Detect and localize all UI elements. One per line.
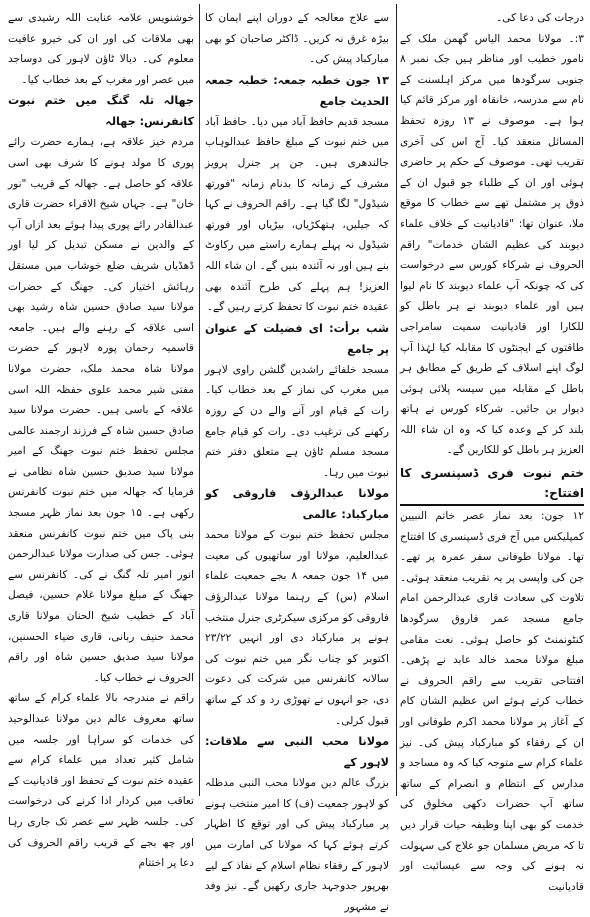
paragraph: ۳:۔ مولانا محمد الیاس گھمن ملک کے نامور خطیب اور مناظر ہیں جک نمبر ۸ جنوبی سرگودھا میں مرکز اہلسنت کے نام سے مدرسہ، خانقاہ اور مرکز قائم کیا ہوا ہے۔ موصوف نے ۱۳ روزہ تحفظ المسائل منعقد کیا۔ آج اس کی آخری تقریب تھی۔ موصوف کے حکم پر حاضری ہوئی اور ان کے طلباء جو قبول ان کے ذوق پر مشتمل تھے سے خطاب کا موقع ملا، عنوان تھا: "قادیانیت کے خلاف علماء دیوبند کی عظیم الشان خدمات" راقم الحروف نے شرکاء کورس سے درخواست کی کہ چونکہ آپ علماء دیوبند کا نام لیوا ہیں اور علماء دیوبند نے ہر باطل کو للکارا اور قادیانیت سمیت سامراجی طاقتوں کے ایجنٹوں کا مقابلہ کیا لہٰذا آپ لوگ اپنے اسلاف کے طریق کے مطابق ہر باطل کے مقابلہ میں سیسہ پلائی ہوئی دیوار بن جائیں۔ شرکاء کورس نے ہاتھ بلند کر کے وعدہ کیا کہ وہ ان شاء اللہ العزیز ہر باطل کو للکاریں گے۔ bbox=[400, 32, 584, 457]
right-column bbox=[400, 8, 584, 893]
paragraph: ۱۲ جون: بعد نماز عصر خاتم النبیین کمپلیکس میں آج فری ڈسپنسری کا افتتاح تھا۔ مولانا طوفانی سفر عمرہ پر تھے۔ جن کی واپسی پر یہ تقریب منعقد ہوئی۔ تلاوت کی سعادت قاری عبدالرحمن امام جامع مسجد عمر فاروق سرگودھا کنٹونمنٹ کو حاصل ہوئی۔ نعت مقامی مبلغ مولانا محمد خالد عابد نے پڑھی۔ افتتاحی تقریب سے راقم الحروف نے خطاب کرتے ہوئے اس عظیم الشان کام کے آغاز پر مولانا محمد اکرم طوفانی اور ان کے رفقاء کو مبارکباد پیش کی۔ نیز علماء کرام سے متوجہ کیا کہ وہ مساجد و مدارس کے انتظام و انصرام کے ساتھ ساتھ آپ حضرات دکھی مخلوق کی خدمت کو بھی اپنا وظیفہ حیات قرار دیں تا کہ مریض مسلمان جو علاج کی سہولت نہ ہونے کی وجہ سے عیسائیت اور قادیانیت bbox=[400, 510, 584, 893]
paragraph: مردم خیز علاقہ ہے، ہمارے حضرت رائے پوری کا مولد ہونے کا شرف بھی اسی علاقہ کو حاصل ہے۔ جھالہ کے قریب "نور خان" ہے۔ جہاں شیخ الاقراء حضرت قاری عبدالقادر رائے پوری پیدا ہوئے بعد ازاں آپ کے والدین نے مسکن تبدیل کر لیا اور ڈھڈیاں شریف ضلع خوشاب میں مستقل رہائش اختیار کی۔ جھنگ کے حضرات مولانا سید صادق حسین شاہ رشید بھی اسی علاقہ کے رہنے والے ہیں۔ جامعہ قاسمیہ رحمان پورہ لاہور کے حضرت مولانا شاہ محمد ملک، حضرت مولانا مفتی شیر محمد علوی حفظہ اللہ اسی علاقہ کے باسی ہیں۔ حضرت مولانا سید صادق حسین شاہ کے فرزند ارجمند عالمی مجلس تحفظ ختم نبوت جھنگ کے امیر مولانا سید صدیق حسین شاہ نظامی نے فرمایا کہ جھالہ میں ختم نبوت کانفرنس رکھی ہے۔ ۱۵ جون بعد نماز ظہر مسجد بنی پاک میں ختم نبوت کانفرنس منعقد ہوئی۔ جس کی صدارت مولانا عبدالرحمن انور امیر تلہ گنگ نے کی۔ کانفرنس سے جھنگ کے مبلغ مولانا غلام حسین، فیصل آباد کے خطیب شیخ الحنان مولانا قاری محمد حنیف ربانی، قاری ضیاء الحسنین، مولانا سید صدیق حسین شاہ اور راقم الحروف نے خطاب کیا۔ bbox=[8, 136, 194, 684]
paragraph: مسجد قدیم حافظ آباد میں دیا۔ حافظ آباد میں ختم نبوت کے مبلغ حافظ عبدالوہاب جالندھری ہیں۔ جن پر جنرل پرویز مشرف کے زمانہ کا بدنام زمانہ "فورتھ شیڈول" لگا گیا ہے۔ راقم الحروف نے کہا کہ جیلیں، ہتھکڑیاں، بیڑیاں اور فورتھ شیڈول نہ پہلے ہمارے راستے میں رکاوٹ بنے ہیں اور نہ آئندہ بنیں گے۔ ان شاء اللہ العزیز! ہم پہلے کی طرح آئندہ بھی عقیدہ ختم نبوت کا تحفظ کرتے رہیں گے۔ bbox=[205, 115, 389, 314]
boxed-heading: ختم نبوت فری ڈسپنسری کا افتتاح: bbox=[400, 461, 584, 506]
column-divider bbox=[199, 4, 200, 796]
left-column bbox=[8, 8, 194, 870]
section-heading: مولانا عبدالرؤف فاروقی کو مبارکباد: عالمی bbox=[205, 487, 389, 522]
paragraph: راقم نے مندرجہ بالا علماء کرام کے ساتھ ساتھ معروف عالم دین مولانا عبدالوحید کی خدمات کو سراہا اور جلسہ میں شامل کثیر تعداد میں علماء کرام سے عقیدہ ختم نبوت کے تحفظ اور قادیانیت کے تعاقب میں کردار ادا کرنے کی درخواست کی۔ جلسہ ظہر سے عصر تک جاری رہا اور چھ بجے کے قریب راقم الحروف کی دعا پر اختتام bbox=[8, 692, 194, 870]
paragraph: مسجد خلفائے راشدین گلشن راوی لاہور میں مغرب کی نماز کے بعد خطاب کیا۔ رات کے قیام اور آنے والے دن کے روزہ رکھنے کی ترغیب دی۔ رات کو قیام جامع مسجد مسلم ٹاؤن ہے متعلق دفتر ختم نبوت میں رہا۔ bbox=[205, 363, 389, 479]
section-heading: جھالہ تلہ گنگ میں ختم نبوت کانفرنس: جھالہ bbox=[8, 94, 194, 129]
middle-column bbox=[205, 8, 389, 913]
paragraph: مجلس تحفظ ختم نبوت کے مولانا محمد عبدالعلیم، مولانا اور ساتھیوں کی معیت میں ۱۴ جون جمعہ ۸ بجے جمعیت علماء اسلام (س) کے رہنما مولانا عبدالرؤف فاروقی کو مرکزی سیکرٹری جنرل منتخب ہونے پر مبارکباد دی اور انہیں ۲۳/۲۲ اکتوبر کو چناب نگر میں ختم نبوت کی سالانہ کانفرنس میں شرکت کی دعوت دی، جو انہوں نے تھوڑی رد و کد کے ساتھ قبول کرلی۔ bbox=[205, 529, 389, 727]
section-heading: ۱۳ جون خطبہ جمعہ: خطبہ جمعہ الحدیث جامع bbox=[205, 73, 389, 108]
boxed-heading-wrapper bbox=[400, 461, 584, 506]
paragraph: بزرگ عالم دین مولانا محب النبی مدظلہ کو لاہور جمعیت (ف) کا امیر منتخب ہونے پر مبارکباد پیش کی اور توقع کا اظہار کرتے ہوئے کہا کہ مولانا کی امارت میں لاہور کے رفقاء نظام اسلام کے نفاذ کے لیے بھرپور جدوجہد جاری رکھیں گے۔ نیز وفد نے مشہور bbox=[205, 777, 389, 913]
paragraph: سے علاج معالجہ کے دوران اپنے ایمان کا بیڑہ غرق نہ کریں۔ ڈاکٹر صاحبان کو بھی مبارکباد پیش کی۔ bbox=[205, 12, 389, 66]
column-divider bbox=[396, 4, 397, 796]
section-heading: مولانا محب النبی سے ملاقات: لاہور کے bbox=[205, 735, 389, 770]
paragraph: خوشنویس علامہ عنایت اللہ رشیدی سے بھی ملاقات کی اور ان کی خیرو عافیت معلوم کی۔ دیالا ٹاؤن لاہور کی دوساجد میں عصر اور مغرب کے بعد خطاب کیا۔ bbox=[8, 12, 194, 86]
paragraph: درجات کی دعا کی۔ bbox=[496, 12, 584, 24]
section-heading: شب برأت: ای فضیلت کے عنوان پر جامع bbox=[205, 321, 389, 356]
